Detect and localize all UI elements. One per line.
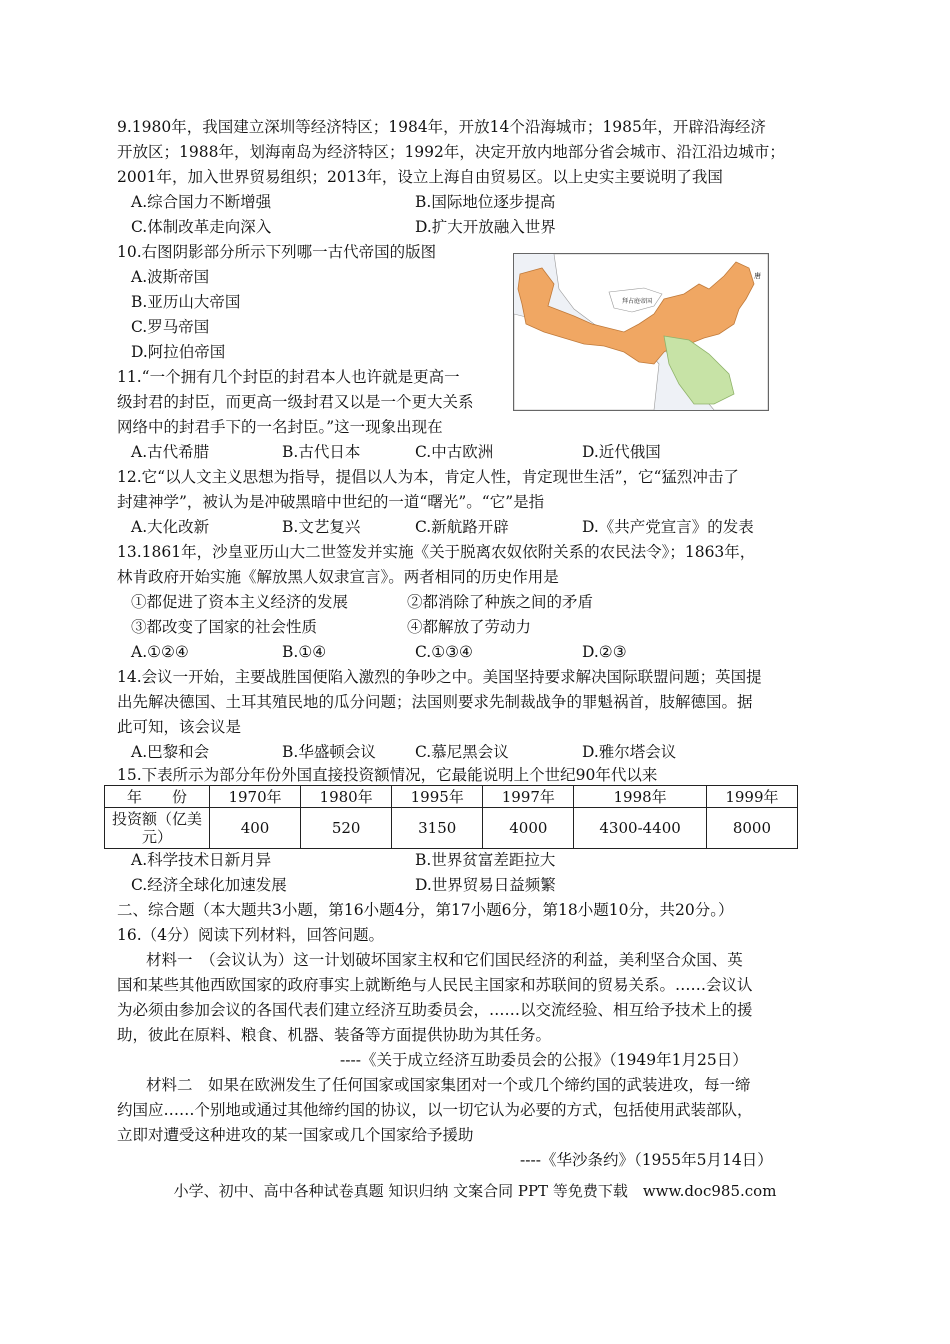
table-row-label-line2: 元） bbox=[141, 828, 172, 846]
q14-stem-line1: 14.会议一开始，主要战胜国便陷入激烈的争吵之中。美国坚持要求解决国际联盟问题；英国提 bbox=[117, 668, 762, 686]
q13-stem-line1: 13.1861年，沙皇亚历山大二世签发并实施《关于脱离农奴依附关系的农民法令》；1863年， bbox=[117, 543, 756, 561]
q16-material1-line2: 国和某些其他西欧国家的政府事实上就断绝与人民民主国家和苏联间的贸易关系。……会议认 bbox=[117, 976, 753, 994]
table-header-row bbox=[105, 786, 798, 808]
table-row-label-line1: 投资额（亿美 bbox=[111, 810, 202, 828]
q13-stem-line2: 林肯政府开始实施《解放黑人奴隶宣言》。两者相同的历史作用是 bbox=[117, 568, 559, 586]
table-year-cell: 1997年 bbox=[483, 786, 574, 808]
q13-option-a: A.①②④ bbox=[131, 643, 189, 661]
table-year-cell: 1970年 bbox=[210, 786, 301, 808]
table-value-cell: 400 bbox=[210, 808, 301, 849]
table-row bbox=[105, 808, 798, 849]
q15-option-d: D.世界贸易日益频繁 bbox=[415, 876, 556, 894]
q16-material2-line2: 约国应……个别地或通过其他缔约国的协议，以一切它认为必要的方式，包括使用武装部队， bbox=[117, 1101, 753, 1119]
q11-stem-line1: 11.“一个拥有几个封臣的封君本人也许就是更高一 bbox=[117, 368, 460, 386]
q13-statement-3: ③都改变了国家的社会性质 bbox=[131, 618, 318, 636]
q12-option-d: D.《共产党宣言》的发表 bbox=[582, 518, 754, 536]
q9-option-d: D.扩大开放融入世界 bbox=[415, 218, 556, 236]
empire-map bbox=[513, 253, 769, 411]
q13-statement-1: ①都促进了资本主义经济的发展 bbox=[131, 593, 349, 611]
empire-map-svg bbox=[514, 254, 768, 410]
q15-stem: 15.下表所示为部分年份外国直接投资额情况，它最能说明上个世纪90年代以来 bbox=[117, 766, 658, 784]
q16-material1-line1: 材料一 （会议认为）这一计划破坏国家主权和它们国民经济的利益，美利坚合众国、英 bbox=[146, 951, 743, 969]
q16-material2-line1: 材料二 如果在欧洲发生了任何国家或国家集团对一个或几个缔约国的武装进攻，每一缔 bbox=[146, 1076, 751, 1094]
q13-statement-2: ②都消除了种族之间的矛盾 bbox=[407, 593, 594, 611]
q9-stem-line2: 开放区；1988年，划海南岛为经济特区；1992年，决定开放内地部分省会城市、沿江沿边城市； bbox=[117, 143, 785, 161]
map-label-byzantine: 拜占庭帝国 bbox=[622, 298, 653, 305]
q15-option-b: B.世界贫富差距拉大 bbox=[415, 851, 556, 869]
table-value-cell: 8000 bbox=[706, 808, 797, 849]
q14-option-a: A.巴黎和会 bbox=[131, 743, 210, 761]
q16-material1-line3: 为必须由参加会议的各国代表们建立经济互助委员会，……以交流经验、相互给予技术上的援 bbox=[117, 1001, 753, 1019]
q12-option-c: C.新航路开辟 bbox=[415, 518, 509, 536]
q16-material1-source: ----《关于成立经济互助委员会的公报》（1949年1月25日） bbox=[340, 1051, 748, 1069]
q12-stem-line1: 12.它“以人文主义思想为指导，提倡以人为本，肯定人性，肯定现世生活”，它“猛烈冲击了 bbox=[117, 468, 739, 486]
table-value-cell: 4000 bbox=[483, 808, 574, 849]
investment-table bbox=[104, 785, 798, 849]
q14-stem-line2: 出先解决德国、土耳其殖民地的瓜分问题；法国则要求先制裁战争的罪魁祸首，肢解德国。据 bbox=[117, 693, 753, 711]
q11-stem-line3: 网络中的封君手下的一名封臣。”这一现象出现在 bbox=[117, 418, 443, 436]
map-label-tang: 唐 bbox=[754, 272, 761, 280]
q16-material2-source: ----《华沙条约》（1955年5月14日） bbox=[520, 1151, 773, 1169]
table-header-label: 年 份 bbox=[105, 786, 210, 808]
q10-stem: 10.右图阴影部分所示下列哪一古代帝国的版图 bbox=[117, 243, 437, 261]
table-value-cell: 520 bbox=[301, 808, 392, 849]
q16-stem: 16.（4分）阅读下列材料，回答问题。 bbox=[117, 926, 385, 944]
table-value-cell: 3150 bbox=[392, 808, 483, 849]
q9-stem-line3: 2001年，加入世界贸易组织；2013年，设立上海自由贸易区。以上史实主要说明了我国 bbox=[117, 168, 723, 186]
q10-option-a: A.波斯帝国 bbox=[131, 268, 210, 286]
q12-option-a: A.大化改新 bbox=[131, 518, 210, 536]
q12-stem-line2: 封建神学”，被认为是冲破黑暗中世纪的一道“曙光”。“它”是指 bbox=[117, 493, 545, 511]
table-year-cell: 1980年 bbox=[301, 786, 392, 808]
q9-option-b: B.国际地位逐步提高 bbox=[415, 193, 556, 211]
q11-stem-line2: 级封君的封臣，而更高一级封君又以是一个更大关系 bbox=[117, 393, 474, 411]
q10-option-b: B.亚历山大帝国 bbox=[131, 293, 241, 311]
q16-material2-line3: 立即对遭受这种进攻的某一国家或几个国家给予援助 bbox=[117, 1126, 474, 1144]
q11-option-c: C.中古欧洲 bbox=[415, 443, 494, 461]
q9-option-a: A.综合国力不断增强 bbox=[131, 193, 272, 211]
table-year-cell: 1995年 bbox=[392, 786, 483, 808]
q10-option-d: D.阿拉伯帝国 bbox=[131, 343, 226, 361]
q13-option-d: D.②③ bbox=[582, 643, 627, 661]
page-footer: 小学、初中、高中各种试卷真题 知识归纳 文案合同 PPT 等免费下载 www.doc985.com bbox=[173, 1182, 777, 1200]
q11-option-a: A.古代希腊 bbox=[131, 443, 210, 461]
q11-option-b: B.古代日本 bbox=[282, 443, 361, 461]
q9-stem-line1: 9.1980年，我国建立深圳等经济特区；1984年，开放14个沿海城市；1985年，开辟沿海经济 bbox=[117, 118, 766, 136]
q16-material1-line4: 助，彼此在原料、粮食、机器、装备等方面提供协助为其任务。 bbox=[117, 1026, 552, 1044]
q11-option-d: D.近代俄国 bbox=[582, 443, 661, 461]
q13-option-b: B.①④ bbox=[282, 643, 327, 661]
q9-option-c: C.体制改革走向深入 bbox=[131, 218, 272, 236]
q15-option-c: C.经济全球化加速发展 bbox=[131, 876, 287, 894]
section-2-heading: 二、综合题（本大题共3小题，第16小题4分，第17小题6分，第18小题10分，共20分。） bbox=[117, 901, 734, 919]
q14-option-c: C.慕尼黑会议 bbox=[415, 743, 509, 761]
table-year-cell: 1998年 bbox=[574, 786, 706, 808]
q12-option-b: B.文艺复兴 bbox=[282, 518, 361, 536]
q15-option-a: A.科学技术日新月异 bbox=[131, 851, 272, 869]
q14-option-b: B.华盛顿会议 bbox=[282, 743, 376, 761]
table-value-cell: 4300-4400 bbox=[574, 808, 706, 849]
q14-option-d: D.雅尔塔会议 bbox=[582, 743, 677, 761]
q10-option-c: C.罗马帝国 bbox=[131, 318, 210, 336]
table-row-label bbox=[105, 808, 210, 849]
table-year-cell: 1999年 bbox=[706, 786, 797, 808]
q13-option-c: C.①③④ bbox=[415, 643, 473, 661]
q14-stem-line3: 此可知，该会议是 bbox=[117, 718, 242, 736]
q13-statement-4: ④都解放了劳动力 bbox=[407, 618, 532, 636]
